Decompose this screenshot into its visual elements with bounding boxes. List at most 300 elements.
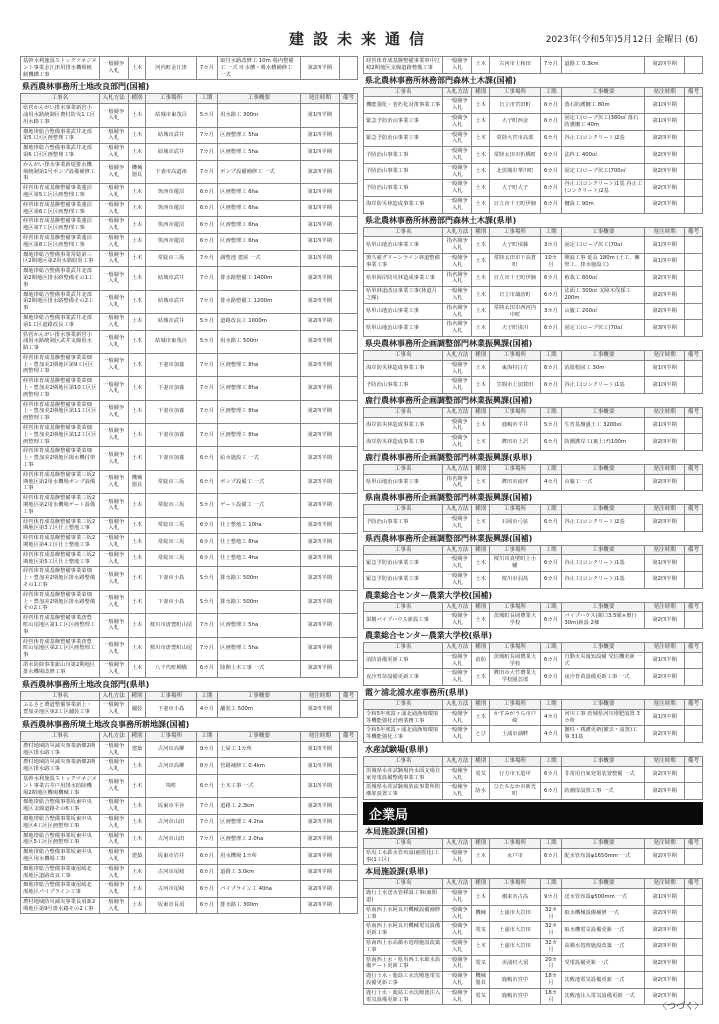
table-cell: 区画整理工 5ha <box>218 144 300 161</box>
column-header: 発注時期 <box>645 602 685 612</box>
table-cell: 一般競争入札 <box>99 774 128 797</box>
table-cell: 畑地帯総合整備事業坂東中央地区4工区区画整理工事 <box>21 814 100 831</box>
table-cell: 消防 <box>472 652 490 669</box>
table-cell: 区画整理工 8ha <box>218 377 300 400</box>
table-cell: パイプハウス(間口3.5間×奥行30m)新設 2棟 <box>562 612 645 629</box>
table-cell: 5カ月 <box>196 567 218 590</box>
column-header: 入札方法 <box>443 757 472 767</box>
table-cell: 8カ月 <box>196 758 218 775</box>
table-row <box>364 113 703 130</box>
column-header: 工事場所 <box>490 838 540 848</box>
table-cell: 第1四半期 <box>300 774 339 797</box>
table-cell: 7カ月 <box>196 144 218 161</box>
table-cell: 土木 <box>128 377 146 400</box>
table-cell: 区画整理工 5ha <box>218 637 300 660</box>
project-table <box>363 227 703 337</box>
column-header: 工事場所 <box>146 691 196 701</box>
table-cell: 緊急予防治山事業工事 <box>364 113 443 130</box>
table-cell: 用水機場 1カ所 <box>218 848 300 865</box>
table-cell: 土木 <box>472 377 490 394</box>
table-cell: 一般競争入札 <box>443 147 472 164</box>
table-cell: 排水路整備工 1200m <box>218 290 300 313</box>
table-cell <box>684 555 702 572</box>
table-cell: 第2四半期 <box>300 447 339 470</box>
table-cell: 経営体育成基盤整備事業菜畑上・豊加美2期地区第11工区区画整理工事 <box>21 400 100 423</box>
table-cell: 土木 <box>472 163 490 180</box>
table-cell: 6カ月 <box>540 196 562 213</box>
table-cell <box>684 709 702 726</box>
table-cell: 第1四半期 <box>645 113 685 130</box>
table-cell: 6カ月 <box>540 434 562 451</box>
table-cell: 北茨城市華川町 <box>490 163 540 180</box>
table-row <box>364 905 703 922</box>
table-cell <box>340 550 358 567</box>
table-cell: 一般競争入札 <box>99 758 128 775</box>
section-title: 県西農林事務所企画調整部門林業振興課(国補) <box>365 533 533 543</box>
table-row <box>364 922 703 939</box>
table-cell: 土木 <box>128 424 146 447</box>
table-cell <box>684 726 702 743</box>
table-row <box>364 303 703 320</box>
column-header: 備考 <box>684 227 702 237</box>
table-cell: 土浦市湖畔 <box>490 726 540 743</box>
project-table <box>363 838 703 865</box>
table-cell: 結城市東茂呂 <box>146 330 196 353</box>
table-cell: 一般競争入札 <box>99 864 128 881</box>
table-cell: 一般競争入札 <box>99 144 128 161</box>
table-cell: 管路補修工 0.4km <box>218 758 300 775</box>
table-cell: 古河市高柳 <box>146 758 196 775</box>
column-header: 備考 <box>684 407 702 417</box>
table-cell: 土木 <box>128 614 146 637</box>
table-cell: 土木 <box>128 814 146 831</box>
table-cell: 古河市山田 <box>146 814 196 831</box>
table-cell <box>340 200 358 217</box>
table-cell: 土木 <box>128 774 146 797</box>
table-cell: 電気 <box>472 922 490 939</box>
table-cell <box>684 147 702 164</box>
table-cell: 給水施設工 一式 <box>218 447 300 470</box>
column-header: 工事名 <box>364 227 443 237</box>
column-header: 種別 <box>472 505 490 515</box>
table-cell <box>340 330 358 353</box>
table-cell: 土木 <box>128 184 146 201</box>
table-cell: 常陸太田市折橋町 <box>490 147 540 164</box>
table-cell: 上屋工 1カ所 <box>218 741 300 758</box>
table-cell: 6カ月 <box>196 864 218 881</box>
table-cell: 一般競争入札 <box>443 287 472 304</box>
column-header: 発注時期 <box>645 87 685 97</box>
table-cell: 3カ月 <box>540 303 562 320</box>
table-cell: 土木 <box>128 313 146 330</box>
table-cell: 潮来市古高 <box>490 889 540 906</box>
table-cell: 仕上整地工 4ha <box>218 550 300 567</box>
table-cell: 畑地帯総合整備事業東尾崎北部地区道路改良工事 <box>21 864 100 881</box>
column-header: 入札方法 <box>443 464 472 474</box>
project-table <box>363 87 703 214</box>
table-cell: 土木 <box>472 270 490 287</box>
table-row <box>21 184 358 201</box>
column-header: 発注時期 <box>645 757 685 767</box>
table-cell: 土木 <box>472 360 490 377</box>
table-cell: 一般競争入札 <box>443 988 472 1005</box>
column-header: 工事名 <box>364 879 443 889</box>
table-cell: 経営体育成基盤整備事業蓮沼地区第5工区区画整理工事 <box>21 184 100 201</box>
table-cell: 土木 <box>472 130 490 147</box>
table-cell: 山腹工 200㎡ <box>562 303 645 320</box>
table-cell: 一般競争入札 <box>99 400 128 423</box>
table-cell: 防水 <box>472 783 490 800</box>
table-cell: 7カ月 <box>196 614 218 637</box>
table-cell: 土木 <box>128 250 146 267</box>
table-cell: 土木 <box>472 303 490 320</box>
table-row <box>21 864 358 881</box>
table-cell: 指名競争入札 <box>443 303 472 320</box>
table-cell: 大子町浅川 <box>490 320 540 337</box>
table-cell: 第2四半期 <box>300 313 339 330</box>
table-cell <box>684 270 702 287</box>
table-cell: 32カ月 <box>540 905 562 922</box>
table-cell: 令和5年度霞ヶ浦北浦漁場環境等機能強化工事 <box>364 726 443 743</box>
table-cell: 10カ月 <box>540 253 562 270</box>
table-cell: 土木 <box>472 253 490 270</box>
table-cell: 陸開土木工事 一式 <box>218 660 300 677</box>
project-table <box>363 407 703 451</box>
table-cell: 4カ月 <box>540 726 562 743</box>
table-cell: 土木 <box>128 57 146 80</box>
table-cell <box>340 567 358 590</box>
column-header: 工期 <box>540 350 562 360</box>
table-cell: 区画整理工 8ha <box>218 400 300 423</box>
table-cell: 土木 <box>472 237 490 254</box>
table-cell: 夜冷育苗設備更新工事 一式 <box>562 669 645 686</box>
table-cell <box>340 144 358 161</box>
table-cell <box>340 377 358 400</box>
table-cell: 経営体育成基盤整備事業菜畑上・豊加美2期地区排水路整備その2工事 <box>21 590 100 613</box>
right-column <box>363 56 703 1005</box>
table-cell: 鹿嶋市宮中 <box>490 972 540 989</box>
table-cell: 5カ月 <box>196 313 218 330</box>
table-cell: 令和5年度霞ヶ浦北浦漁場環境等機能強化計画業務工事 <box>364 709 443 726</box>
table-cell: 県央工水鉄水管布設(耐震化)工事(1工区) <box>364 848 443 865</box>
project-table <box>363 56 703 74</box>
column-header: 工事名 <box>21 691 100 701</box>
table-row <box>21 814 358 831</box>
table-cell <box>340 660 358 677</box>
table-cell: 第2四半期 <box>300 353 339 376</box>
column-header: 発注時期 <box>300 731 339 741</box>
column-header: 発注時期 <box>645 350 685 360</box>
table-cell: 一般競争入札 <box>443 783 472 800</box>
table-cell: 基幹水利施設ストックマネジメント事業金江津用排水機場統制機構工事 <box>21 57 100 80</box>
table-cell <box>340 848 358 865</box>
column-header: 入札方法 <box>99 731 128 741</box>
table-cell: 境町 <box>146 774 196 797</box>
table-cell <box>340 400 358 423</box>
table-cell: 土木 <box>472 113 490 130</box>
table-cell: 取付水路改修工 10m 場内整備工 一式 吐水槽・吸水槽補修工 一式 <box>218 57 300 80</box>
table-cell: 果樹パイプハウス新設工事 <box>364 612 443 629</box>
table-row <box>21 290 358 313</box>
column-header: 種別 <box>472 227 490 237</box>
table-cell: 一般競争入札 <box>443 417 472 434</box>
table-cell: 区画整理工 4.2ha <box>218 814 300 831</box>
table-cell: 笠間市上加賀田 <box>490 377 540 394</box>
table-cell <box>340 290 358 313</box>
column-header: 備考 <box>684 505 702 515</box>
table-row <box>21 144 358 161</box>
table-cell: 予防治山事業工事 <box>364 377 443 394</box>
table-cell: 土木 <box>472 572 490 589</box>
table-cell: 第2四半期 <box>645 988 685 1005</box>
table-cell: 第2四半期 <box>645 474 685 491</box>
table-cell: 第1四半期 <box>300 144 339 161</box>
column-header: 入札方法 <box>99 94 128 104</box>
table-cell: 第2四半期 <box>645 955 685 972</box>
column-header: 工事名 <box>21 731 100 741</box>
table-cell <box>340 897 358 914</box>
table-cell: 土木 <box>128 127 146 144</box>
column-header: 発注時期 <box>645 464 685 474</box>
table-cell: 土木 <box>472 196 490 213</box>
table-cell <box>340 831 358 848</box>
table-cell: 畑地帯総合整備事業東尾崎北部地区パイプライン工事 <box>21 881 100 898</box>
column-header: 入札方法 <box>99 691 128 701</box>
table-cell <box>340 184 358 201</box>
table-row <box>21 447 358 470</box>
column-header: 発注時期 <box>645 643 685 653</box>
table-row <box>21 233 358 250</box>
table-row <box>21 104 358 127</box>
table-cell: 消防設備更新工事 <box>364 652 443 669</box>
table-row <box>21 881 358 898</box>
table-cell: 坂東市岩井 <box>146 848 196 865</box>
table-cell: 一般競争入札 <box>443 726 472 743</box>
table-cell: 7カ月 <box>540 57 562 74</box>
column-header: 工事場所 <box>490 879 540 889</box>
table-cell: 第2四半期 <box>300 494 339 517</box>
table-cell: 坂東市長須 <box>146 897 196 914</box>
table-cell: 6カ月 <box>196 233 218 250</box>
column-header: 工事概要 <box>562 505 645 515</box>
table-cell: 常総市三坂 <box>146 534 196 551</box>
table-cell: 鉾田市上沢 <box>490 434 540 451</box>
table-cell: 6カ月 <box>196 184 218 201</box>
table-cell: 土木 <box>128 447 146 470</box>
table-cell: 大子町西金 <box>490 113 540 130</box>
table-cell: 区画整理工 6ha <box>218 184 300 201</box>
table-cell: 八千代町柳橋 <box>146 660 196 677</box>
table-cell: 第2四半期 <box>645 726 685 743</box>
table-cell <box>340 881 358 898</box>
column-header: 工期 <box>540 407 562 417</box>
table-cell: 緊急予防治山事業工事 <box>364 555 443 572</box>
table-cell: 6カ月 <box>196 881 218 898</box>
table-cell: 経営体育成基盤整備事業蓮沼地区第8工区区画整理工事 <box>21 233 100 250</box>
table-cell: 開設工事 延長 180m (土工、擁壁工、排水施設工) <box>562 253 645 270</box>
table-cell <box>684 180 702 197</box>
table-row <box>364 669 703 686</box>
table-cell <box>340 217 358 234</box>
table-cell <box>340 160 358 183</box>
table-cell: 排水路工 500m <box>218 590 300 613</box>
table-cell: 7カ月 <box>196 400 218 423</box>
table-cell: 第2四半期 <box>300 400 339 423</box>
column-header: 備考 <box>684 838 702 848</box>
table-cell: 山腹工 一式 <box>562 474 645 491</box>
table-cell: 桜川市唐豊町山尾 <box>146 614 196 637</box>
table-cell: 6カ月 <box>196 217 218 234</box>
column-header: 工期 <box>196 691 218 701</box>
table-cell: 第2四半期 <box>645 515 685 532</box>
table-cell <box>684 669 702 686</box>
table-cell <box>684 113 702 130</box>
column-header: 種別 <box>472 700 490 710</box>
table-cell: 第2四半期 <box>645 766 685 783</box>
column-header: 工事概要 <box>562 602 645 612</box>
table-cell <box>684 972 702 989</box>
column-header: 工事概要 <box>562 545 645 555</box>
table-cell: 第1四半期 <box>300 127 339 144</box>
section-title: 本局施設課(県単) <box>365 867 429 877</box>
table-row <box>21 353 358 376</box>
column-header: 工事名 <box>364 464 443 474</box>
column-header: 工事場所 <box>490 227 540 237</box>
column-header: 工事概要 <box>562 838 645 848</box>
table-row <box>21 660 358 677</box>
table-cell: 6カ月 <box>540 848 562 865</box>
column-header: 種別 <box>472 757 490 767</box>
column-header: 工事場所 <box>490 87 540 97</box>
table-cell: 6カ月 <box>540 515 562 532</box>
table-cell: 第1四半期 <box>300 184 339 201</box>
table-cell: 一般競争入札 <box>443 905 472 922</box>
column-header: 工期 <box>540 602 562 612</box>
table-cell: 調整池 建屋 一式 <box>218 250 300 267</box>
project-table <box>363 602 703 629</box>
table-cell: 撤柱・桟護更新(撤去・設置)工事 31基 <box>562 726 645 743</box>
table-cell: 結城市武井 <box>146 290 196 313</box>
table-cell: 谷止工(コンクリート)2基 <box>562 130 645 147</box>
table-cell <box>340 447 358 470</box>
table-cell: 第2四半期 <box>300 424 339 447</box>
table-cell: 一般競争入札 <box>443 130 472 147</box>
table-cell: 9カ月 <box>540 889 562 906</box>
table-row <box>21 774 358 797</box>
table-cell: 茨城町長岡農業大学校 <box>490 612 540 629</box>
table-cell: 32カ月 <box>540 938 562 955</box>
table-cell: 経営体育成基盤整備事業三坂2期地区第4工区仕上整地工事 <box>21 534 100 551</box>
table-cell: 土木 <box>472 709 490 726</box>
table-cell: 6カ月 <box>196 897 218 914</box>
continued-note: 〈つづく〉 <box>657 1002 703 1012</box>
table-cell: 土木 <box>472 417 490 434</box>
table-cell: 第2四半期 <box>300 590 339 613</box>
table-cell: 柵設工 90m <box>562 196 645 213</box>
table-cell: 県南西上水阿良川機械電気設備更新工事 <box>364 922 443 939</box>
table-cell: 建築 <box>128 848 146 865</box>
table-cell: 第2四半期 <box>645 303 685 320</box>
table-cell: 一般競争入札 <box>99 424 128 447</box>
table-cell: 一般競争入札 <box>99 494 128 517</box>
table-cell: 桜川市唐豊町山尾 <box>146 637 196 660</box>
table-cell: 一般競争入札 <box>99 57 128 80</box>
table-cell: 植栽工 800㎡ <box>562 270 645 287</box>
table-cell: 道路工 3.0km <box>218 864 300 881</box>
column-header: 種別 <box>472 350 490 360</box>
table-cell: 一般競争入札 <box>443 253 472 270</box>
table-cell: ポンプ設備補修工 一式 <box>218 160 300 183</box>
table-row <box>364 270 703 287</box>
section-title: 県西農林事務所土地改良部門(県単) <box>22 679 150 689</box>
table-cell: 仕上整地工 8ha <box>218 534 300 551</box>
bureau-heading: 企業局 <box>363 802 703 825</box>
column-header: 種別 <box>472 879 490 889</box>
column-header: 工事概要 <box>562 643 645 653</box>
table-cell: 夜冷育苗設備更新工事 <box>364 669 443 686</box>
table-cell: 下妻市小島 <box>146 567 196 590</box>
table-cell: 6カ月 <box>196 447 218 470</box>
table-cell: 指名競争入札 <box>443 320 472 337</box>
table-cell <box>340 127 358 144</box>
table-cell: 土木 <box>128 864 146 881</box>
table-cell: 一般競争入札 <box>99 814 128 831</box>
table-cell: 機械 <box>472 905 490 922</box>
table-cell <box>684 515 702 532</box>
table-row <box>21 127 358 144</box>
table-cell: 6カ月 <box>540 766 562 783</box>
table-cell: 経営体育成基盤整備事業蓮沼地区第7工区区画整理工事 <box>21 217 100 234</box>
table-row <box>21 313 358 330</box>
table-cell: 土木 <box>472 180 490 197</box>
table-cell: 土浦市大岩田 <box>490 938 540 955</box>
table-cell: 取水機械設備補修 一式 <box>562 905 645 922</box>
column-header: 工事場所 <box>490 643 540 653</box>
table-cell: 舗装工 500m <box>218 701 300 718</box>
table-cell <box>684 889 702 906</box>
table-cell: 一般競争入札 <box>99 250 128 267</box>
table-cell: 第2四半期 <box>645 196 685 213</box>
table-cell: 固定工(ロープ伏工)70㎡ <box>562 237 645 254</box>
column-header: 工期 <box>540 757 562 767</box>
column-header: 工事名 <box>364 545 443 555</box>
table-cell: 結城市武井 <box>146 144 196 161</box>
table-cell: 畑地帯総合整備事業武井北部第6工区区画整理工事 <box>21 144 100 161</box>
table-cell: 第1四半期 <box>300 233 339 250</box>
table-cell: 固定工(ロープ伏工)380㎡ 落石防護柵工 40m <box>562 113 645 130</box>
table-cell <box>340 534 358 551</box>
table-cell: 下妻市加養 <box>146 377 196 400</box>
table-cell: 第2四半期 <box>300 864 339 881</box>
table-cell: 一般競争入札 <box>443 434 472 451</box>
table-cell <box>340 758 358 775</box>
table-row <box>364 253 703 270</box>
table-row <box>21 377 358 400</box>
table-cell: 固定工(ロープ伏工)700㎡ <box>562 163 645 180</box>
table-cell: 一般競争入札 <box>99 831 128 848</box>
newspaper-title: 建設未来通信 <box>289 30 434 48</box>
table-cell: 結城市武井 <box>146 127 196 144</box>
table-cell: 常総市三坂 <box>146 250 196 267</box>
column-header: 備考 <box>684 87 702 97</box>
column-header: 入札方法 <box>443 87 472 97</box>
table-cell: 第1四半期 <box>645 97 685 114</box>
table-row <box>364 130 703 147</box>
table-cell: 7カ月 <box>196 377 218 400</box>
table-cell: 第2四半期 <box>645 905 685 922</box>
table-cell: 日立市十王町伊師 <box>490 270 540 287</box>
section-title: 県西農林事務所土地改良部門(国補) <box>22 82 150 92</box>
